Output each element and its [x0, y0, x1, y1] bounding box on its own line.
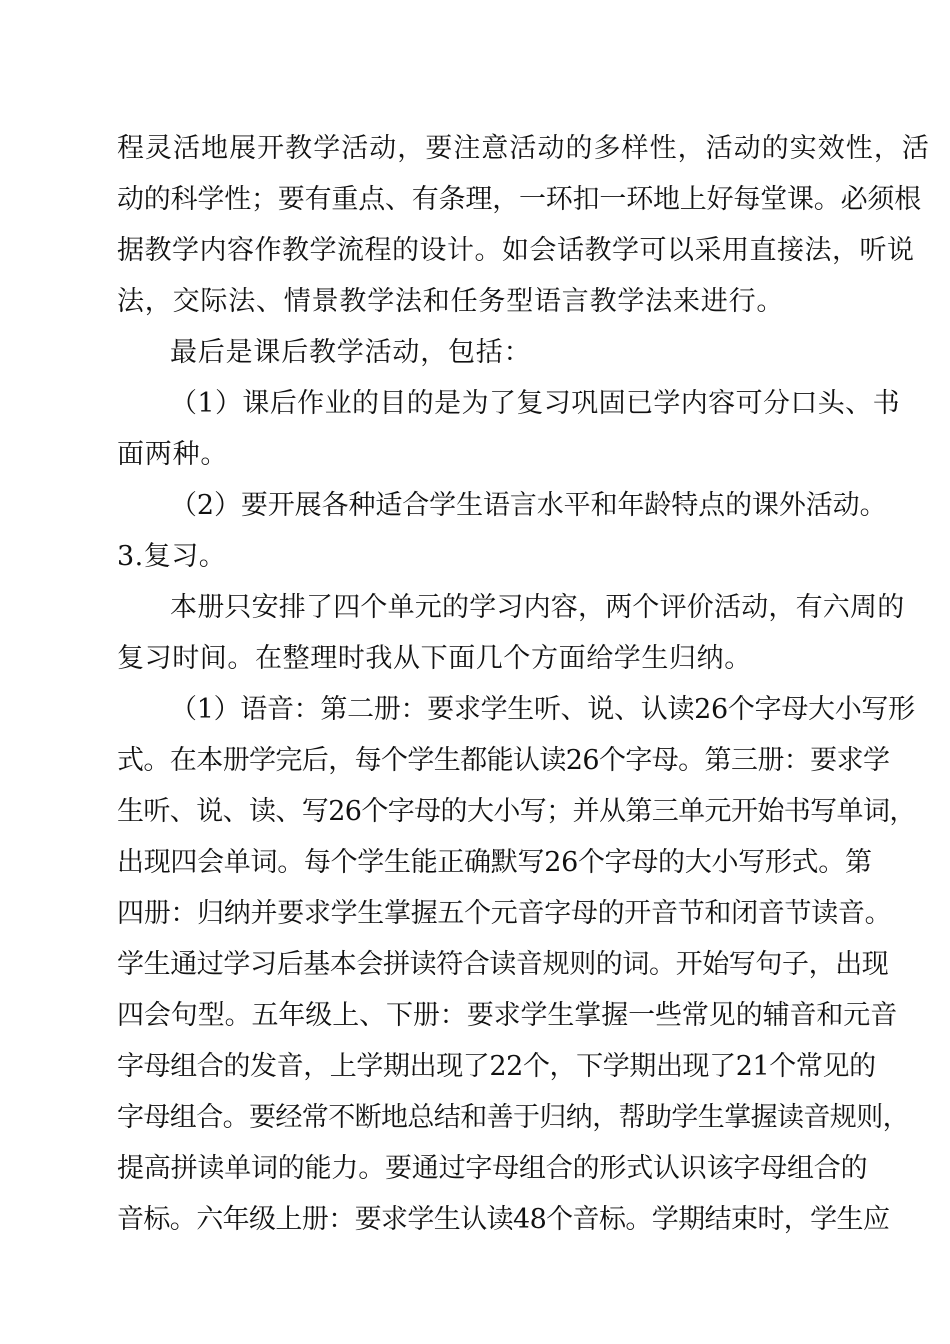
text-line: 动的科学性；要有重点、有条理，一环扣一环地上好每堂课。必须根 [117, 184, 921, 215]
text-line: 面两种。 [117, 439, 229, 470]
text-line: 字母组合。要经常不断地总结和善于归纳，帮助学生掌握读音规则， [117, 1102, 909, 1133]
text-line: （1）课后作业的目的是为了复习巩固已学内容可分口头、书 [170, 388, 900, 419]
text-line: 式。在本册学完后，每个学生都能认读26个字母。第三册：要求学 [117, 745, 890, 776]
text-line: 学生通过学习后基本会拼读符合读音规则的词。开始写句子，出现 [117, 949, 889, 980]
text-line: 复习时间。在整理时我从下面几个方面给学生归纳。 [117, 643, 752, 674]
text-line: 四会句型。五年级上、下册：要求学生掌握一些常见的辅音和元音 [117, 1000, 898, 1031]
text-line: 出现四会单词。每个学生能正确默写26个字母的大小写形式。第 [117, 847, 872, 878]
text-line: 提高拼读单词的能力。要通过字母组合的形式认识该字母组合的 [117, 1153, 868, 1184]
text-line: 法，交际法、情景教学法和任务型语言教学法来进行。 [117, 286, 785, 317]
text-line: 据教学内容作教学流程的设计。如会话教学可以采用直接法，听说 [117, 235, 915, 266]
text-line: 音标。六年级上册：要求学生认读48个音标。学期结束时，学生应 [117, 1204, 890, 1235]
text-line: 最后是课后教学活动，包括： [170, 337, 532, 368]
text-line: （1）语音：第二册：要求学生听、说、认读26个字母大小写形 [170, 694, 915, 725]
text-line: 本册只安排了四个单元的学习内容，两个评价活动，有六周的 [170, 592, 905, 623]
text-line: 四册：归纳并要求学生掌握五个元音字母的开音节和闭音节读音。 [117, 898, 892, 929]
text-line: 程灵活地展开教学活动，要注意活动的多样性，活动的实效性，活 [117, 133, 930, 164]
text-line: 生听、说、读、写26个字母的大小写；并从第三单元开始书写单词， [117, 796, 916, 827]
text-line: （2）要开展各种适合学生语言水平和年龄特点的课外活动。 [170, 490, 887, 521]
text-line: 3.复习。 [117, 541, 227, 572]
text-line: 字母组合的发音，上学期出现了22个，下学期出现了21个常见的 [117, 1051, 876, 1082]
